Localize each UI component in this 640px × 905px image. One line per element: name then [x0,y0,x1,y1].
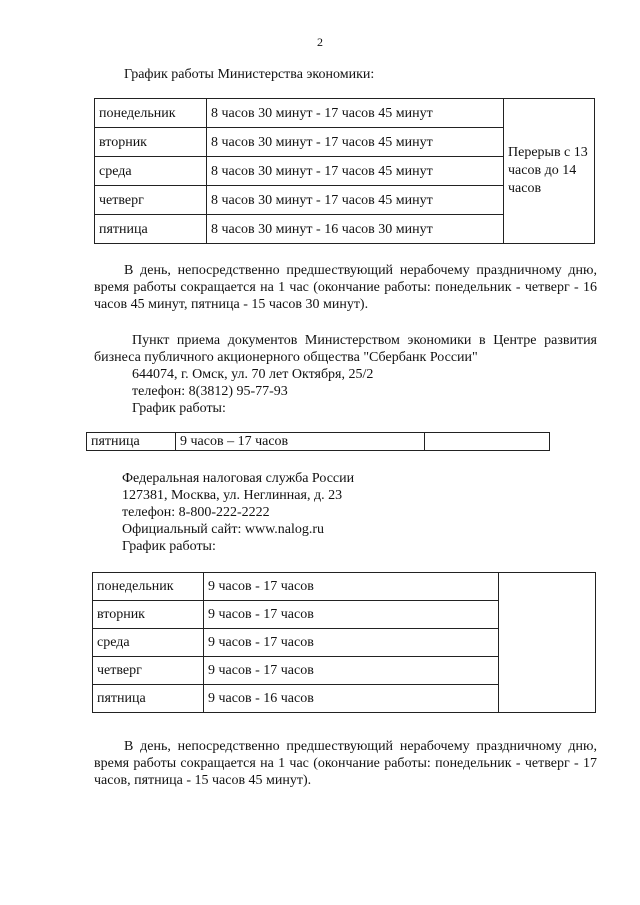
ministry-note: В день, непосредственно предшествующий нерабочему праздничному дню, время работы сокращается на 1 час (окончание работы: понедельник - четверг - 16 часов 45 минут, пятница - 15 часов 30 минут). [94,263,597,312]
hours-cell: 8 часов 30 минут - 17 часов 45 минут [207,186,504,215]
hours-cell: 9 часов - 17 часов [204,573,499,601]
hours-cell: 8 часов 30 минут - 17 часов 45 минут [207,157,504,186]
day-cell: понедельник [93,573,204,601]
hours-cell: 8 часов 30 минут - 16 часов 30 минут [207,215,504,244]
tax-service-website: Официальный сайт: www.nalog.ru [122,522,325,537]
tax-service-address: 127381, Москва, ул. Неглинная, д. 23 [122,488,343,503]
hours-cell: 9 часов - 16 часов [204,685,499,713]
table-row [93,573,596,601]
ministry-schedule-table [94,98,595,244]
day-cell: пятница [93,685,204,713]
ministry-heading: График работы Министерства экономики: [124,67,375,82]
day-cell: пятница [87,433,176,451]
day-cell: четверг [93,657,204,685]
break-note: Перерыв с 13 часов до 14 часов [504,99,595,244]
tax-service-name: Федеральная налоговая служба России [122,471,355,486]
day-cell: вторник [95,128,207,157]
center-address: 644074, г. Омск, ул. 70 лет Октября, 25/2 [132,367,374,382]
hours-cell: 9 часов - 17 часов [204,657,499,685]
center-phone: телефон: 8(3812) 95-77-93 [132,384,288,399]
table-row [87,433,550,451]
day-cell: среда [93,629,204,657]
center-schedule-label: График работы: [132,401,226,416]
tax-note: В день, непосредственно предшествующий нерабочему праздничному дню, время работы сокращается на 1 час (окончание работы: понедельник - четверг - 17 часов, пятница - 15 часов 45 минут). [94,739,597,788]
hours-cell: 8 часов 30 минут - 17 часов 45 минут [207,99,504,128]
day-cell: вторник [93,601,204,629]
day-cell: четверг [95,186,207,215]
page-number: 2 [317,35,323,49]
hours-cell: 9 часов - 17 часов [204,629,499,657]
center-schedule-table [86,432,550,451]
hours-cell: 8 часов 30 минут - 17 часов 45 минут [207,128,504,157]
hours-cell: 9 часов – 17 часов [176,433,425,451]
tax-service-schedule-label: График работы: [122,539,216,554]
day-cell: среда [95,157,207,186]
day-cell: понедельник [95,99,207,128]
tax-schedule-table [92,572,596,713]
center-intro: Пункт приема документов Министерством экономики в Центре развития бизнеса публичного акционерного общества "Сбербанк России" [94,333,597,365]
extra-cell [425,433,550,451]
empty-note-cell [499,573,596,713]
table-row [95,99,595,128]
day-cell: пятница [95,215,207,244]
tax-service-phone: телефон: 8-800-222-2222 [122,505,270,520]
hours-cell: 9 часов - 17 часов [204,601,499,629]
